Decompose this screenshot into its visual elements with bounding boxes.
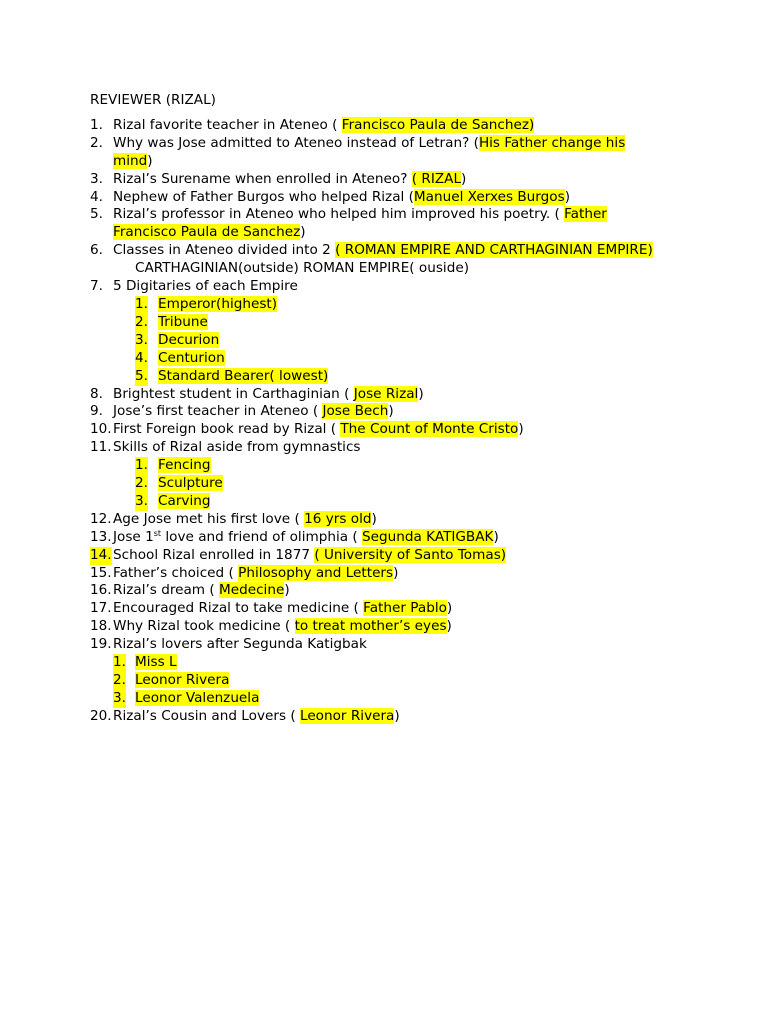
closing-paren: ) xyxy=(418,385,424,402)
item-number: 6. xyxy=(90,242,103,259)
list-item-10 xyxy=(90,421,680,439)
sub-item-text: Centurion xyxy=(158,349,225,366)
question-text: Nephew of Father Burgos who helped Rizal ( xyxy=(113,188,414,205)
list-item-19 xyxy=(90,636,680,654)
question-text: Rizal’s Cousin and Lovers ( xyxy=(113,707,300,724)
sub-item-number: 3. xyxy=(135,331,148,348)
sub-item-text: Leonor Rivera xyxy=(135,672,230,688)
list-item-5 xyxy=(90,206,680,242)
highlighted-answer: Jose Rizal xyxy=(353,385,419,402)
sub-item-number: 5. xyxy=(135,367,148,384)
item-number: 15. xyxy=(90,564,112,581)
closing-paren: ) xyxy=(493,528,499,545)
highlighted-answer-cont: mind xyxy=(113,152,148,169)
highlighted-answer: Leonor Rivera xyxy=(299,707,395,724)
highlighted-answer: ( RIZAL xyxy=(411,170,462,187)
sub-item-text: Carving xyxy=(158,492,211,509)
closing-paren: ) xyxy=(371,510,377,527)
closing-paren: ) xyxy=(518,421,524,438)
question-text: Classes in Ateneo divided into 2 xyxy=(113,242,336,259)
closing-paren: ) xyxy=(388,403,394,420)
sub-item-text: Leonor Valenzuela xyxy=(135,689,260,706)
highlighted-answer: His Father change his xyxy=(478,134,626,151)
item-number: 19. xyxy=(90,636,112,653)
question-text: Jose 1 xyxy=(113,528,154,545)
item-number: 14. xyxy=(90,546,112,563)
question-text: Age Jose met his first love ( xyxy=(113,510,305,527)
closing-paren: ) xyxy=(147,152,153,169)
sub-item-number: 3. xyxy=(113,689,126,706)
sub-item-text: Miss L xyxy=(135,654,177,671)
closing-paren: ) xyxy=(461,170,467,187)
sub-item-text: Decurion xyxy=(158,331,220,348)
highlighted-answer: Medecine xyxy=(219,582,285,599)
question-text: Rizal’s lovers after Segunda Katigbak xyxy=(113,636,367,653)
highlighted-answer-cont: Francisco Paula de Sanchez xyxy=(113,224,301,241)
list-item-12 xyxy=(90,511,680,529)
item-number: 8. xyxy=(90,385,103,402)
question-text: Rizal’s dream ( xyxy=(113,582,219,599)
sub-item xyxy=(90,475,680,493)
sub-item xyxy=(90,368,680,386)
sub-item-number: 1. xyxy=(113,654,126,671)
highlighted-answer: Father xyxy=(564,206,607,223)
sub-item-text: Standard Bearer( lowest) xyxy=(158,367,329,384)
question-text: Skills of Rizal aside from gymnastics xyxy=(113,439,361,456)
item-number: 5. xyxy=(90,206,103,223)
item-number: 12. xyxy=(90,510,112,527)
question-text: Rizal’s professor in Ateneo who helped him improved his poetry. ( xyxy=(113,206,565,223)
question-text: Jose’s first teacher in Ateneo ( xyxy=(113,403,323,420)
sub-item xyxy=(90,654,680,672)
list-item-16 xyxy=(90,582,680,600)
sub-item xyxy=(90,332,680,350)
sub-item xyxy=(90,672,680,690)
item-number: 11. xyxy=(90,439,112,456)
closing-paren: ) xyxy=(446,618,452,635)
closing-paren: ) xyxy=(284,582,290,599)
item-number: 4. xyxy=(90,188,103,205)
highlighted-answer: The Count of Monte Cristo xyxy=(340,421,519,438)
list-item-4 xyxy=(90,189,680,207)
question-text: Father’s choiced ( xyxy=(113,564,239,581)
list-item-8 xyxy=(90,386,680,404)
list-item-14 xyxy=(90,547,680,565)
item-6-note: CARTHAGINIAN(outside) ROMAN EMPIRE( ouside) xyxy=(135,260,469,277)
sub-item-text: Fencing xyxy=(158,457,211,474)
sub-item-text: Emperor(highest) xyxy=(158,295,278,312)
question-text: Brightest student in Carthaginian ( xyxy=(113,385,354,402)
highlighted-answer: to treat mother’s eyes xyxy=(294,618,447,635)
list-item-2 xyxy=(90,135,680,171)
highlighted-answer: Father Pablo xyxy=(363,600,447,617)
ordinal-suffix: st xyxy=(153,528,162,538)
item-number: 13. xyxy=(90,528,112,545)
sub-item xyxy=(90,457,680,475)
highlighted-answer: Segunda KATIGBAK xyxy=(362,528,494,545)
item-number: 9. xyxy=(90,403,103,420)
sub-item-text: Sculpture xyxy=(158,475,223,492)
highlighted-answer: Francisco Paula de Sanchez) xyxy=(341,116,535,133)
question-text: Why was Jose admitted to Ateneo instead of Letran? ( xyxy=(113,134,479,151)
sub-item xyxy=(90,314,680,332)
closing-paren: ) xyxy=(446,600,453,617)
sub-item xyxy=(90,493,680,511)
question-text: Rizal’s Surename when enrolled in Ateneo? xyxy=(113,170,412,187)
question-text: Why Rizal took medicine ( xyxy=(113,618,295,635)
document-title: REVIEWER (RIZAL) xyxy=(90,92,216,108)
list-item-6 xyxy=(90,242,680,260)
question-text: 5 Digitaries of each Empire xyxy=(113,278,298,295)
list-item-1 xyxy=(90,117,680,135)
closing-paren: ) xyxy=(300,224,306,241)
highlighted-answer: 16 yrs old xyxy=(304,510,372,527)
question-text: School Rizal enrolled in 1877 xyxy=(113,546,315,563)
item-number: 3. xyxy=(90,170,103,187)
highlighted-answer: ( University of Santo Tomas) xyxy=(314,546,507,563)
list-item-15 xyxy=(90,565,680,583)
sub-item-text: Tribune xyxy=(158,313,208,330)
closing-paren: ) xyxy=(393,564,399,581)
list-item-20 xyxy=(90,708,680,726)
highlighted-answer: Jose Bech xyxy=(322,403,389,420)
sub-item-number: 4. xyxy=(135,349,148,366)
closing-paren: ) xyxy=(394,707,400,724)
item-number: 20. xyxy=(90,707,112,724)
question-text-cont: love and friend of olimphia ( xyxy=(161,528,363,545)
list-item-17 xyxy=(90,600,680,618)
item-number: 18. xyxy=(90,618,112,635)
item-number: 10. xyxy=(90,421,112,438)
item-number: 1. xyxy=(90,116,103,133)
sub-item-number: 1. xyxy=(135,295,148,312)
closing-paren: ) xyxy=(564,188,570,205)
item-number: 2. xyxy=(90,134,103,151)
sub-item xyxy=(90,350,680,368)
item-number: 17. xyxy=(90,600,112,617)
sub-item-number: 2. xyxy=(135,313,148,330)
item-number: 7. xyxy=(90,278,103,295)
list-item-3 xyxy=(90,171,680,189)
list-item-18 xyxy=(90,618,680,636)
sub-item-number: 2. xyxy=(135,475,148,492)
highlighted-answer: ( ROMAN EMPIRE AND CARTHAGINIAN EMPIRE) xyxy=(335,242,653,259)
list-item-7 xyxy=(90,278,680,296)
sub-item xyxy=(90,690,680,708)
list-item-9 xyxy=(90,403,680,421)
question-text: Rizal favorite teacher in Ateneo ( xyxy=(113,116,342,133)
highlighted-answer: Manuel Xerxes Burgos xyxy=(413,188,565,205)
sub-item xyxy=(90,296,680,314)
question-text: Encouraged Rizal to take medicine ( xyxy=(113,600,364,617)
item-number: 16. xyxy=(90,582,112,599)
sub-item-number: 1. xyxy=(135,457,148,474)
document-page xyxy=(90,92,680,726)
sub-item-number: 3. xyxy=(135,492,148,509)
sub-item-number: 2. xyxy=(113,672,126,688)
list-item-13 xyxy=(90,529,680,547)
question-text: First Foreign book read by Rizal ( xyxy=(113,421,341,438)
list-item-11 xyxy=(90,439,680,457)
highlighted-answer: Philosophy and Letters xyxy=(238,564,394,581)
